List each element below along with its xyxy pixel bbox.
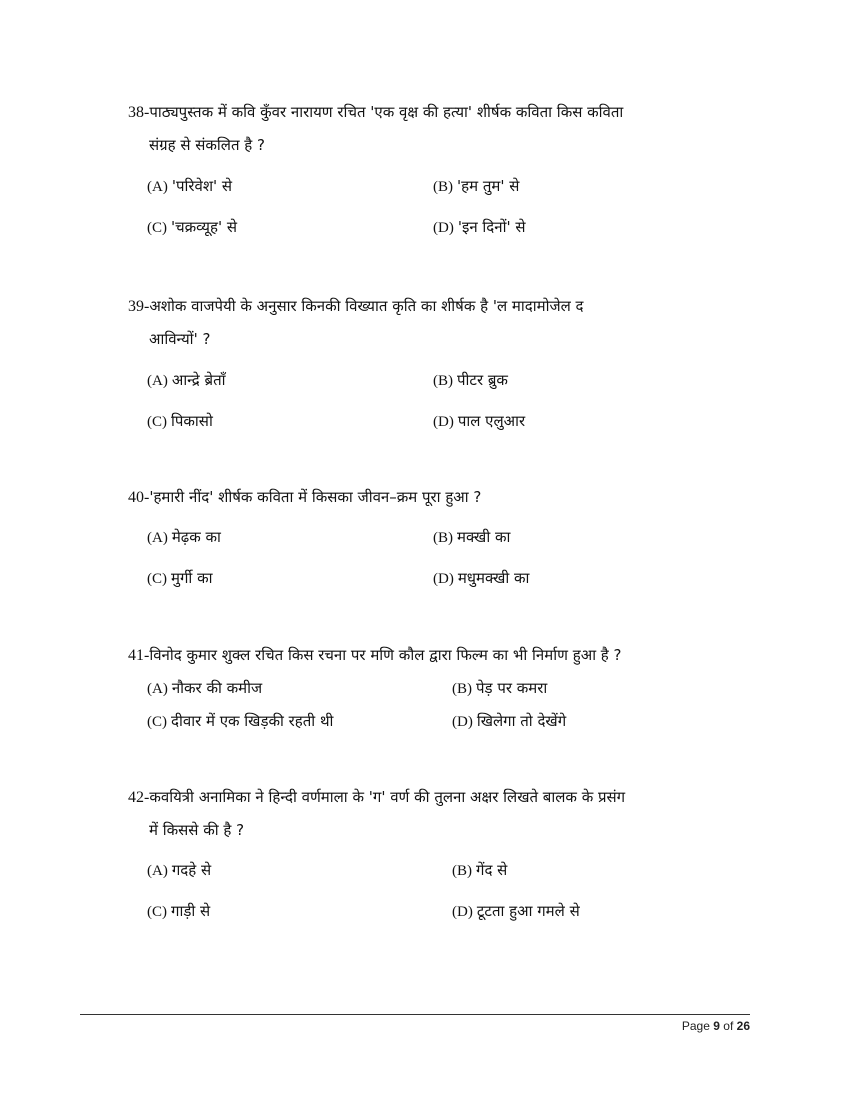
question-line: कवयित्री अनामिका ने हिन्दी वर्णमाला के 'ग' वर्ण की तुलना अक्षर लिखते बालक के प्रसंग — [149, 788, 626, 806]
question-line: में किससे की है ? — [149, 821, 245, 839]
question-line: पाठ्यपुस्तक में कवि कुँवर नारायण रचित 'एक वृक्ष की हत्या' शीर्षक कविता किस कविता — [149, 103, 624, 121]
option-text: पेड़ पर कमरा — [476, 679, 548, 697]
option-letter: (D) — [433, 220, 454, 236]
option-d — [433, 568, 529, 588]
option-text: 'परिवेश' से — [171, 177, 233, 195]
option-text: 'इन दिनों' से — [457, 218, 526, 236]
option-letter: (D) — [452, 714, 473, 730]
option-letter: (C) — [147, 414, 167, 430]
question-38 — [128, 96, 750, 162]
option-text: गदहे से — [171, 861, 212, 879]
option-text: गेंद से — [476, 861, 508, 879]
option-a — [147, 678, 262, 698]
option-letter: (C) — [147, 904, 167, 920]
option-letter: (A) — [147, 863, 168, 879]
question-39 — [128, 290, 750, 356]
option-a — [147, 860, 211, 880]
option-text: आन्द्रे ब्रेताँ — [171, 371, 226, 389]
option-text: नौकर की कमीज — [171, 679, 263, 697]
option-letter: (D) — [433, 414, 454, 430]
option-b — [452, 860, 507, 880]
option-b — [433, 370, 508, 390]
option-text: खिलेगा तो देखेंगे — [476, 712, 567, 730]
question-number: 42- — [128, 789, 150, 806]
page-number — [682, 1019, 750, 1033]
question-text — [128, 481, 750, 514]
option-d — [452, 901, 580, 921]
option-letter: (A) — [147, 179, 168, 195]
question-number: 39- — [128, 298, 150, 315]
option-c — [147, 901, 210, 921]
option-letter: (A) — [147, 681, 168, 697]
option-text: पीटर ब्रुक — [457, 371, 508, 389]
question-number: 38- — [128, 104, 150, 121]
option-text: पाल एलुआर — [457, 412, 526, 430]
option-a — [147, 527, 221, 547]
option-a — [147, 176, 232, 196]
option-a — [147, 370, 226, 390]
option-text: मधुमक्खी का — [457, 569, 530, 587]
option-b — [452, 678, 547, 698]
option-letter: (B) — [452, 681, 472, 697]
option-letter: (B) — [433, 373, 453, 389]
option-c — [147, 568, 212, 588]
option-text: पिकासो — [171, 412, 213, 430]
question-number: 41- — [128, 647, 150, 664]
option-text: टूटता हुआ गमले से — [476, 902, 580, 920]
option-letter: (B) — [433, 179, 453, 195]
question-text — [128, 96, 750, 162]
question-number: 40- — [128, 489, 150, 506]
question-line: 'हमारी नींद' शीर्षक कविता में किसका जीवन–क्रम पूरा हुआ ? — [149, 488, 482, 506]
option-text: 'चक्रव्यूह' से — [171, 218, 237, 236]
current-page: 9 — [713, 1019, 720, 1033]
option-text: मुर्गी का — [171, 569, 213, 587]
question-text — [128, 781, 750, 847]
question-line: संग्रह से संकलित है ? — [149, 136, 265, 154]
question-42 — [128, 781, 750, 847]
option-b — [433, 176, 519, 196]
option-b — [433, 527, 510, 547]
option-letter: (A) — [147, 373, 168, 389]
option-letter: (B) — [433, 530, 453, 546]
question-40 — [128, 481, 750, 514]
option-letter: (C) — [147, 714, 167, 730]
option-text: दीवार में एक खिड़की रहती थी — [171, 712, 334, 730]
option-letter: (C) — [147, 220, 167, 236]
option-letter: (D) — [452, 904, 473, 920]
page-of: of — [723, 1019, 734, 1033]
option-d — [433, 411, 525, 431]
option-text: 'हम तुम' से — [457, 177, 520, 195]
option-text: मेढ़क का — [171, 528, 221, 546]
footer-divider — [80, 1014, 750, 1015]
option-letter: (B) — [452, 863, 472, 879]
option-c — [147, 411, 213, 431]
question-text — [128, 290, 750, 356]
question-text — [128, 639, 750, 672]
option-c — [147, 217, 237, 237]
question-line: विनोद कुमार शुक्ल रचित किस रचना पर मणि कौल द्वारा फिल्म का भी निर्माण हुआ है ? — [149, 646, 622, 664]
option-letter: (C) — [147, 571, 167, 587]
option-text: गाड़ी से — [171, 902, 211, 920]
question-41 — [128, 639, 750, 672]
option-c — [147, 711, 333, 731]
option-d — [433, 217, 526, 237]
total-pages: 26 — [736, 1019, 750, 1033]
question-line: अशोक वाजपेयी के अनुसार किनकी विख्यात कृति का शीर्षक है 'ल मादामोजेल द — [149, 297, 584, 315]
page-label: Page — [681, 1019, 710, 1033]
question-line: आविन्यों' ? — [149, 330, 211, 348]
option-letter: (D) — [433, 571, 454, 587]
option-text: मक्खी का — [457, 528, 511, 546]
option-letter: (A) — [147, 530, 168, 546]
option-d — [452, 711, 566, 731]
